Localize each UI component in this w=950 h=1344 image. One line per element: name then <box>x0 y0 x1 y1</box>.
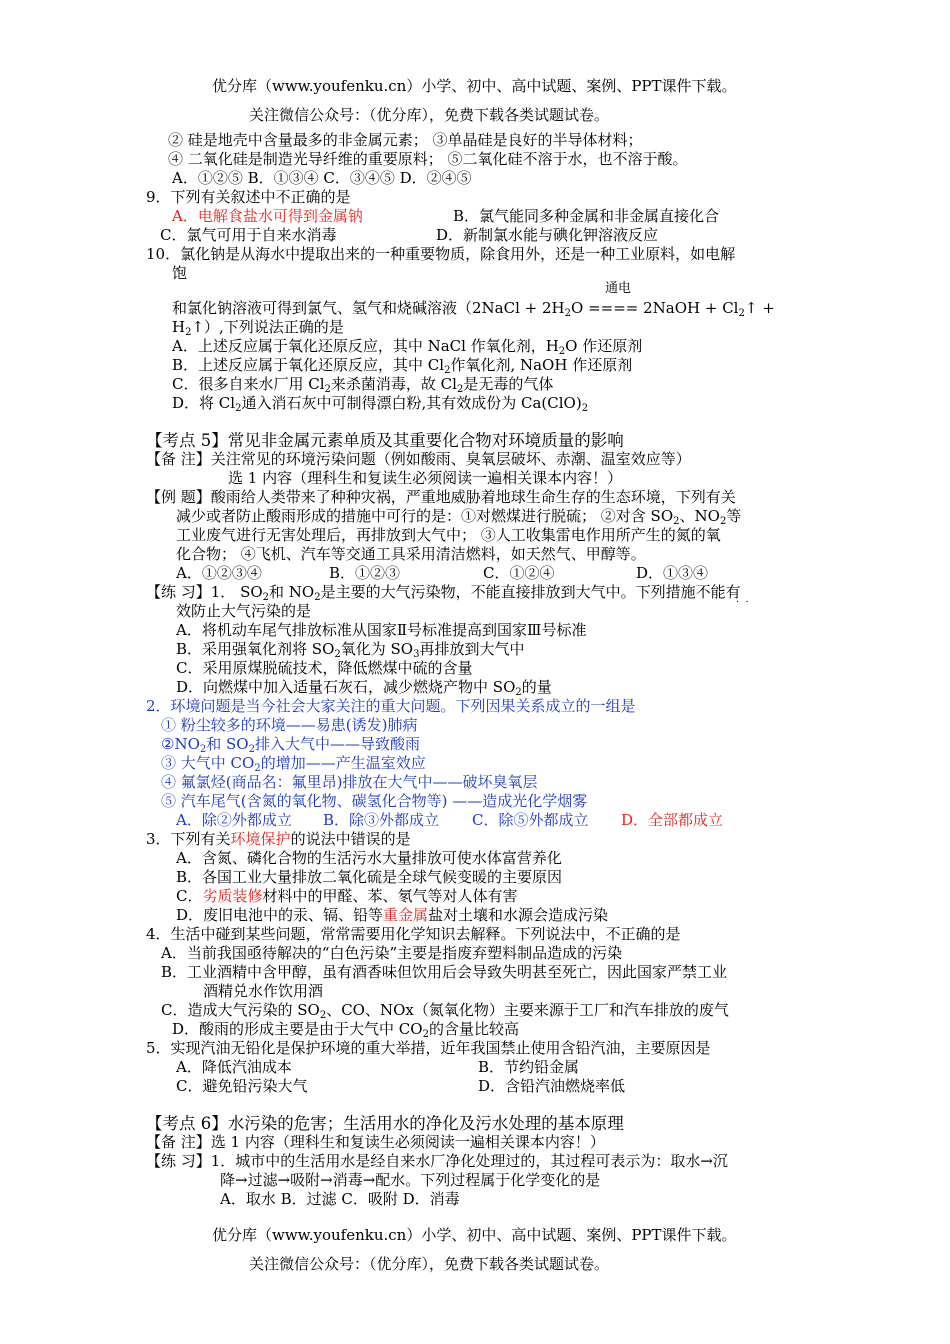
emphasis-dots: · · <box>736 597 749 608</box>
kp5-practice-1-option-d: D．向燃煤中加入适量石灰石，减少燃烧产物中 $SO_2$的量 <box>176 678 552 698</box>
kp5-practice-5-option-a: A．降低汽油成本 <box>176 1058 292 1076</box>
kp5-practice-2-choice-c: C．除⑤外都成立 <box>472 811 589 829</box>
kp5-practice-2-item-3: ③ 大气中 $CO_2$的增加——产生温室效应 <box>161 754 426 774</box>
kp5-practice-4-option-c: C．造成大气污染的 $SO_2$、CO、NOx（氮氧化物）主要来源于工厂和汽车排放的废气 <box>161 1001 729 1021</box>
kp5-practice-3-stem: 3．下列有关环境保护的说法中错误的是 <box>146 830 411 848</box>
kp5-practice-4-option-b-line-2: 酒精兑水作饮用酒 <box>203 982 324 1000</box>
kp5-practice-2-item-1: ① 粉尘较多的环境——易患(诱发)肺病 <box>161 716 418 734</box>
kp5-example-line-3: 工业废气进行无害处理后，再排放到大气中； ③人工收集雷电作用所产生的氮的氧 <box>176 526 721 544</box>
kp5-title: 【考点 5】常见非金属元素单质及其重要化合物对环境质量的影响 <box>146 431 624 450</box>
kp6-note: 【备 注】选 1 内容（理科生和复读生必须阅读一遍相关课本内容！） <box>146 1133 605 1151</box>
kp5-practice-4-stem: 4．生活中碰到某些问题，常常需要用化学知识去解释。下列说法中，不正确的是 <box>146 925 681 943</box>
header-line-2: 关注微信公众号：（优分库），免费下载各类试题试卷。 <box>249 106 610 124</box>
kp5-practice-5-stem: 5．实现汽油无铅化是保护环境的重大举措，近年我国禁止使用含铅汽油，主要原因是 <box>146 1039 711 1057</box>
q10-stem-line-2: 饱 <box>172 264 188 282</box>
kp5-practice-2-item-4: ④ 氟氯烃(商品名：氟里昂)排放在大气中——破坏臭氧层 <box>161 773 538 791</box>
kp5-practice-1-option-b: B．采用强氧化剂将 $SO_2$氧化为 $SO_3$再排放到大气中 <box>176 640 525 660</box>
q10-condition-label: 通电 <box>605 281 632 296</box>
q10-option-a: A．上述反应属于氧化还原反应，其中 NaCl 作氧化剂，$H_2O$ 作还原剂 <box>172 337 643 357</box>
kp5-practice-4-option-b-line-1: B．工业酒精中含甲醇，虽有酒香味但饮用后会导致失明甚至死亡，因此国家严禁工业 <box>161 963 728 981</box>
header-line-1: 优分库（www.youfenku.cn）小学、初中、高中试题、案例、PPT课件下载。 <box>212 77 737 95</box>
q9-option-b: B．氯气能同多种金属和非金属直接化合 <box>453 207 720 225</box>
kp5-practice-3-option-c: C．劣质装修材料中的甲醛、苯、氡气等对人体有害 <box>176 887 518 905</box>
kp5-practice-2-item-5: ⑤ 汽车尾气(含氮的氧化物、碳氢化合物等) ——造成光化学烟雾 <box>161 792 588 810</box>
kp5-note-line-1: 【备 注】关注常见的环境污染问题（例如酸雨、臭氧层破坏、赤潮、温室效应等） <box>146 450 691 468</box>
kp5-practice-1-line-2: 效防止大气污染的是 <box>176 602 312 620</box>
q10-option-d: D．将 $Cl_2$通入消石灰中可制得漂白粉,其有效成份为 $Ca(ClO)_2$ <box>172 394 589 414</box>
kp6-practice-1-choices: A．取水 B．过滤 C．吸附 D．消毒 <box>220 1190 460 1208</box>
q8-options-line-2: ④ 二氧化硅是制造光导纤维的重要原料； ⑤二氧化硅不溶于水，也不溶于酸。 <box>168 150 688 168</box>
kp5-practice-1-option-a: A．将机动车尾气排放标准从国家Ⅱ号标准提高到国家Ⅲ号标准 <box>176 621 587 639</box>
q9-option-a: A．电解食盐水可得到金属钠 <box>172 207 363 225</box>
kp5-example-line-1: 【例 题】酸雨给人类带来了种种灾祸，严重地威胁着地球生命生存的生态环境，下列有关 <box>146 488 736 506</box>
q9-option-d: D．新制氯水能与碘化钾溶液反应 <box>436 226 659 244</box>
q10-stem-line-3: 和氯化钠溶液可得到氯气、氢气和烧碱溶液（2NaCl + $2H_2O$ ==== 2NaOH + $Cl_2↑$ + <box>172 299 775 319</box>
q8-choices: A．①②⑤ B．①③④ C．③④⑤ D．②④⑤ <box>172 169 472 187</box>
kp5-practice-2-item-2: $②NO_2$和 $SO_2$排入大气中——导致酸雨 <box>161 735 420 755</box>
kp6-practice-1-line-2: 降→过滤→吸附→消毒→配水。下列过程属于化学变化的是 <box>220 1171 601 1189</box>
kp5-practice-2-choice-d: D．全部都成立 <box>621 811 724 829</box>
kp6-practice-1-line-1: 【练 习】1．城市中的生活用水是经自来水厂净化处理过的，其过程可表示为：取水→沉 <box>146 1152 728 1170</box>
kp5-practice-1-line-1: 【练 习】1． $SO_2$和 $NO_2$是主要的大气污染物，不能直接排放到大气中。下列措施不能有 <box>146 583 741 603</box>
kp5-practice-2-stem: 2．环境问题是当今社会大家关注的重大问题。下列因果关系成立的一组是 <box>146 697 636 715</box>
kp5-practice-3-option-a: A．含氮、磷化合物的生活污水大量排放可使水体富营养化 <box>176 849 562 867</box>
q8-options-line-1: ② 硅是地壳中含量最多的非金属元素； ③单晶硅是良好的半导体材料； <box>168 131 643 149</box>
kp5-practice-2-choice-a: A．除②外都成立 <box>176 811 292 829</box>
footer-line-1: 优分库（www.youfenku.cn）小学、初中、高中试题、案例、PPT课件下载。 <box>212 1226 737 1244</box>
kp5-note-line-2: 选 1 内容（理科生和复读生必须阅读一遍相关课本内容！） <box>228 469 623 487</box>
q10-option-c: C．很多自来水厂用 $Cl_2$来杀菌消毒，故 $Cl_2$是无毒的气体 <box>172 375 554 395</box>
kp6-title: 【考点 6】水污染的危害；生活用水的净化及污水处理的基本原理 <box>146 1114 624 1133</box>
kp5-practice-4-option-a: A．当前我国亟待解决的“白色污染”主要是指废弃塑料制品造成的污染 <box>161 944 623 962</box>
q9-option-c: C．氯气可用于自来水消毒 <box>160 226 337 244</box>
kp5-practice-2-choice-b: B．除③外都成立 <box>323 811 440 829</box>
kp5-practice-3-option-d: D．废旧电池中的汞、镉、铅等重金属盐对土壤和水源会造成污染 <box>176 906 609 924</box>
kp5-practice-5-option-c: C．避免铅污染大气 <box>176 1077 308 1095</box>
kp5-practice-5-option-b: B．节约铅金属 <box>478 1058 580 1076</box>
kp5-example-choice-a: A．①②③④ <box>176 564 262 582</box>
q10-stem-line-4: $H_2↑$）,下列说法正确的是 <box>172 318 344 338</box>
kp5-practice-5-option-d: D．含铅汽油燃烧率低 <box>478 1077 626 1095</box>
kp5-example-line-4: 化合物； ④飞机、汽车等交通工具采用清洁燃料，如天然气、甲醇等。 <box>176 545 646 563</box>
kp5-example-choice-b: B．①②③ <box>329 564 401 582</box>
kp5-practice-3-option-b: B．各国工业大量排放二氧化硫是全球气候变暖的主要原因 <box>176 868 563 886</box>
kp5-example-choice-c: C．①②④ <box>483 564 555 582</box>
kp5-example-line-2: 减少或者防止酸雨形成的措施中可行的是：①对燃煤进行脱硫； ②对含 $SO_2$、$NO_2$等 <box>176 507 742 527</box>
q9-stem: 9．下列有关叙述中不正确的是 <box>146 188 351 206</box>
q10-stem-line-1: 10．氯化钠是从海水中提取出来的一种重要物质，除食用外，还是一种工业原料，如电解 <box>146 245 736 263</box>
kp5-example-choice-d: D．①③④ <box>636 564 709 582</box>
kp5-practice-1-option-c: C．采用原煤脱硫技术，降低燃煤中硫的含量 <box>176 659 473 677</box>
kp5-practice-4-option-d: D．酸雨的形成主要是由于大气中 $CO_2$的含量比较高 <box>172 1020 519 1040</box>
footer-line-2: 关注微信公众号：（优分库），免费下载各类试题试卷。 <box>249 1255 610 1273</box>
q10-option-b: B．上述反应属于氧化还原反应，其中 $Cl_2$作氧化剂, NaOH 作还原剂 <box>172 356 633 376</box>
